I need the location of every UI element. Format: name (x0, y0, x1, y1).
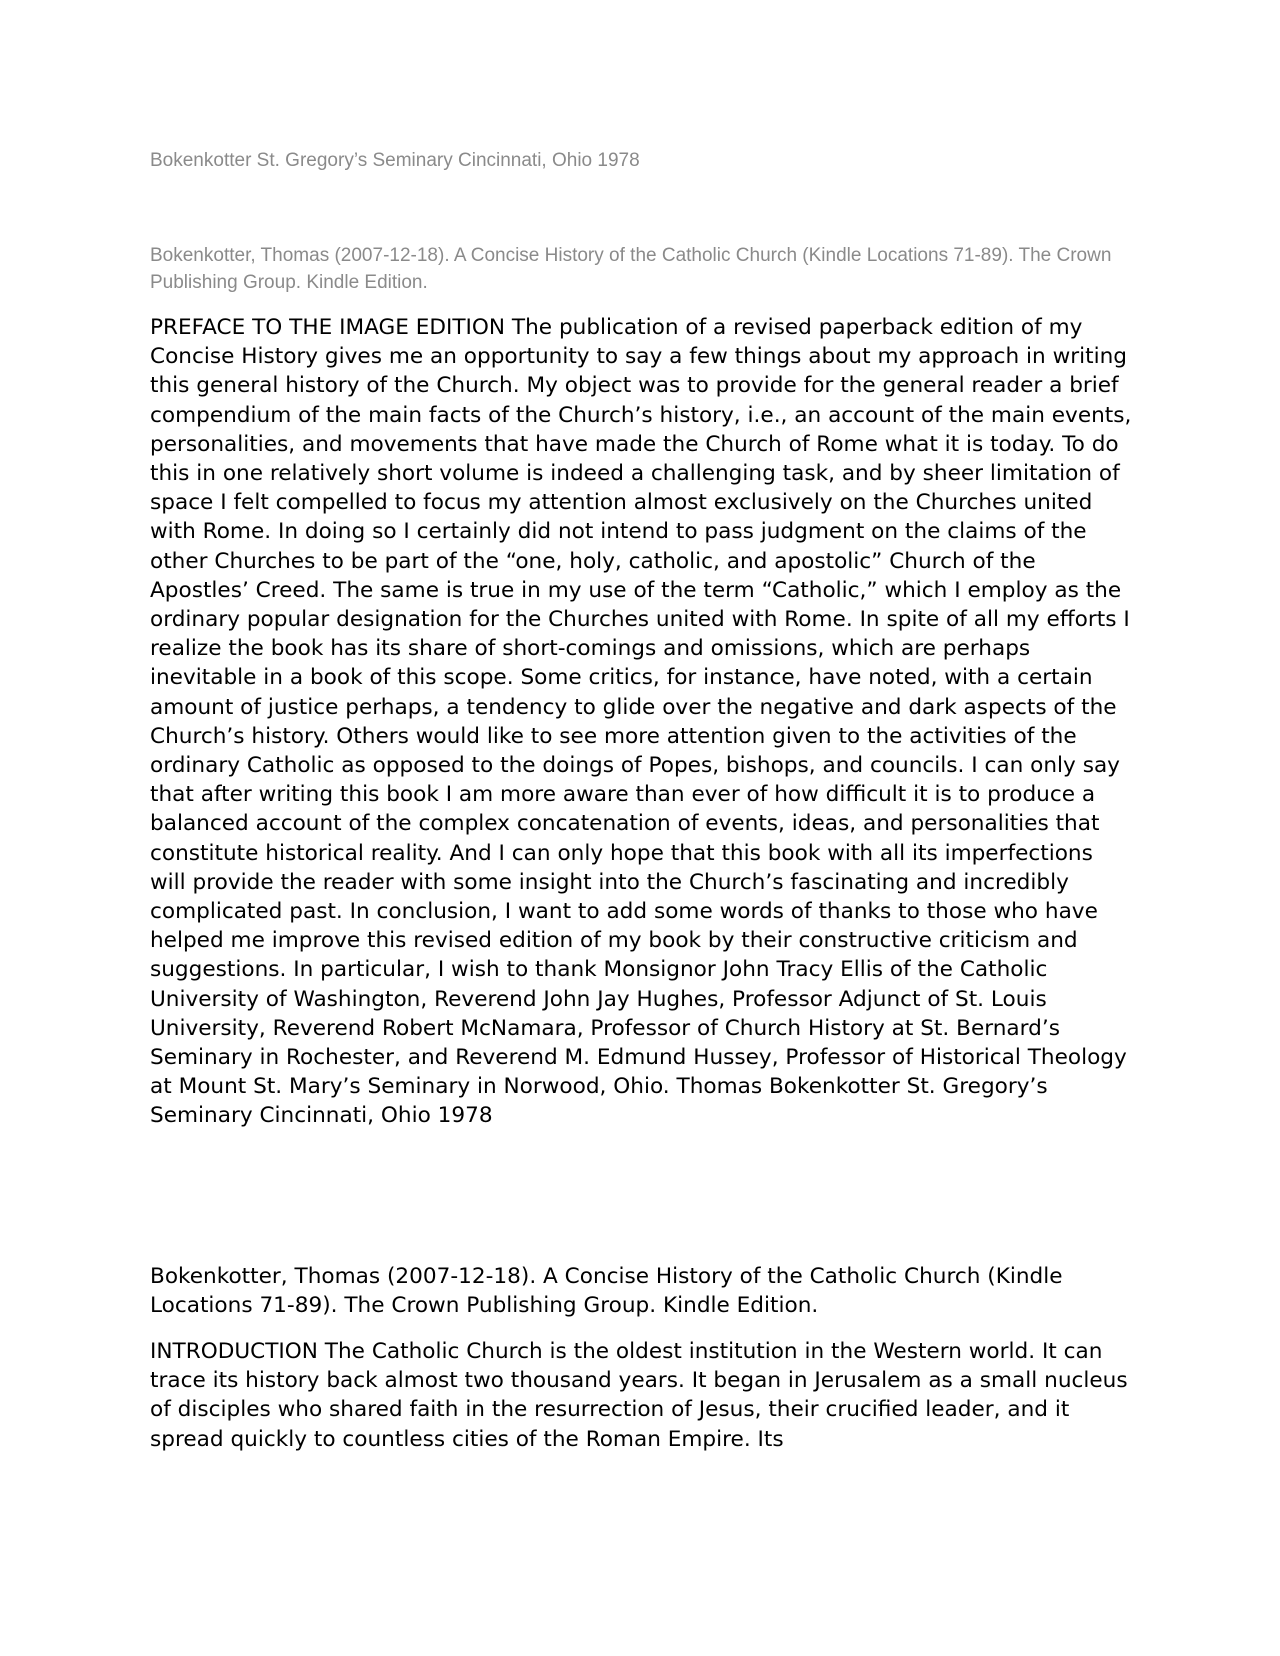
citation-grey: Bokenkotter, Thomas (2007-12-18). A Concise History of the Catholic Church (Kindle Locations 71-89). The Crown Publishing Group. Kindle Edition. (150, 245, 1112, 293)
introduction-paragraph: INTRODUCTION The Catholic Church is the oldest institution in the Western world. It can trace its history back almost two thousand years. It began in Jerusalem as a small nucleus of disciples who shared faith in the resurrection of Jesus, their crucified leader, and it spread quickly to countless cities of the Roman Empire. Its (150, 1339, 1128, 1452)
citation-black: Bokenkotter, Thomas (2007-12-18). A Concise History of the Catholic Church (Kindle Locations 71-89). The Crown Publishing Group. Kindle Edition. (150, 1264, 1063, 1319)
signature-line: Bokenkotter St. Gregory’s Seminary Cincinnati, Ohio 1978 (150, 150, 640, 171)
preface-paragraph: PREFACE TO THE IMAGE EDITION The publication of a revised paperback edition of my Concise History gives me an opportunity to say a few things about my approach in writing this general history of the Church. My object was to provide for the general reader a brief compendium of the main facts of the Church’s history, i.e., an account of the main events, personalities, and movements that have made the Church of Rome what it is today. To do this in one relatively short volume is indeed a challenging task, and by sheer limitation of space I felt compelled to focus my attention almost exclusively on the Churches united with Rome. In doing so I certainly did not intend to pass judgment on the claims of the other Churches to be part of the “one, holy, catholic, and apostolic” Church of the Apostles’ Creed. The same is true in my use of the term “Catholic,” which I employ as the ordinary popular designation for the Churches united with Rome. In spite of all my efforts I realize the book has its share of short-comings and omissions, which are perhaps inevitable in a book of this scope. Some critics, for instance, have noted, with a certain amount of justice perhaps, a tendency to glide over the negative and dark aspects of the Church’s history. Others would like to see more attention given to the activities of the ordinary Catholic as opposed to the doings of Popes, bishops, and councils. I can only say that after writing this book I am more aware than ever of how difficult it is to produce a balanced account of the complex concatenation of events, ideas, and personalities that constitute historical reality. And I can only hope that this book with all its imperfections will provide the reader with some insight into the Church’s fascinating and incredibly complicated past. In conclusion, I want to add some words of thanks to those who have helped me improve this revised edition of my book by their constructive criticism and suggestions. In particular, I wish to thank Monsignor John Tracy Ellis of the Catholic University of Washington, Reverend John Jay Hughes, Professor Adjunct of St. Louis University, Reverend Robert McNamara, Professor of Church History at St. Bernard’s Seminary in Rochester, and Reverend M. Edmund Hussey, Professor of Historical Theology at Mount St. Mary’s Seminary in Norwood, Ohio. Thomas Bokenkotter St. Gregory’s Seminary Cincinnati, Ohio 1978 (150, 315, 1132, 1129)
